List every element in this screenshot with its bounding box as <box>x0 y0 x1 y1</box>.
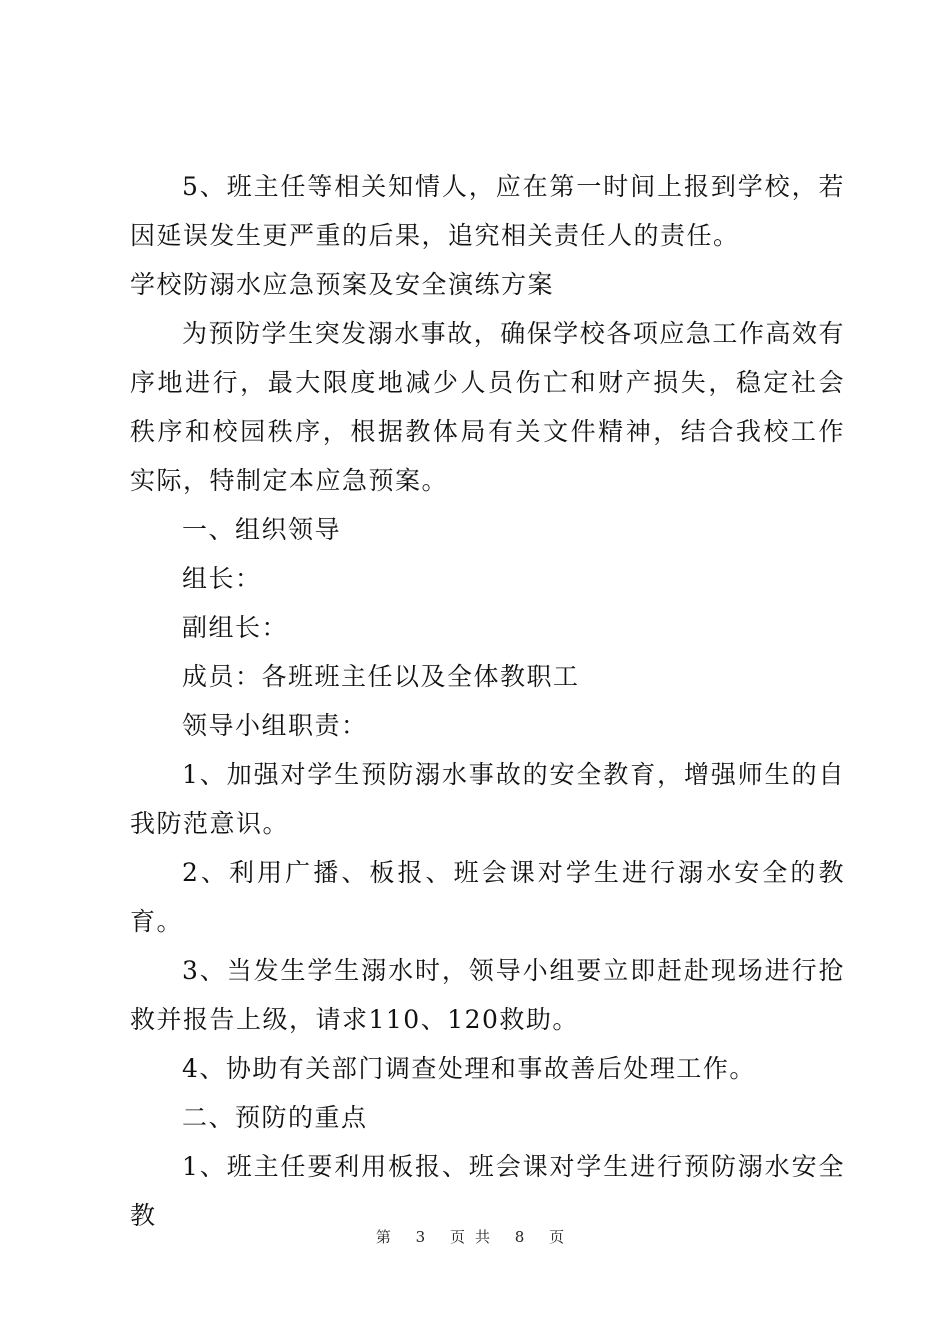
heading-prevention: 二、预防的重点 <box>182 1103 368 1132</box>
document-body <box>130 162 845 1240</box>
section-heading: 学校防溺水应急预案及安全演练方案 <box>130 270 555 299</box>
duty-item-4: 4、协助有关部门调查处理和事故善后处理工作。 <box>182 1054 756 1083</box>
heading-organization: 一、组织领导 <box>182 515 342 544</box>
leader-line: 组长： <box>182 564 262 593</box>
duties-heading: 领导小组职责： <box>182 711 368 740</box>
paragraph-1: 5、班主任等相关知情人，应在第一时间上报到学校，若因延误发生更严重的后果，追究相关责任人的责任。 <box>130 172 845 250</box>
duty-item-3: 3、当发生学生溺水时，领导小组要立即赶赴现场进行抢救并报告上级，请求110、120救助。 <box>130 956 845 1034</box>
deputy-leader-line: 副组长： <box>182 613 289 642</box>
page-number-footer: 第 3 页共 8 页 <box>375 1228 575 1246</box>
members-line: 成员：各班班主任以及全体教职工 <box>182 662 580 691</box>
paragraph-intro: 为预防学生突发溺水事故，确保学校各项应急工作高效有序地进行，最大限度地减少人员伤亡和财产损失，稳定社会秩序和校园秩序，根据教体局有关文件精神，结合我校工作实际，特制定本应急预案。 <box>130 319 845 495</box>
prevention-item-1: 1、班主任要利用板报、班会课对学生进行预防溺水安全教 <box>130 1152 845 1230</box>
duty-item-1: 1、加强对学生预防溺水事故的安全教育，增强师生的自我防范意识。 <box>130 760 845 838</box>
duty-item-2: 2、利用广播、板报、班会课对学生进行溺水安全的教育。 <box>130 858 845 936</box>
